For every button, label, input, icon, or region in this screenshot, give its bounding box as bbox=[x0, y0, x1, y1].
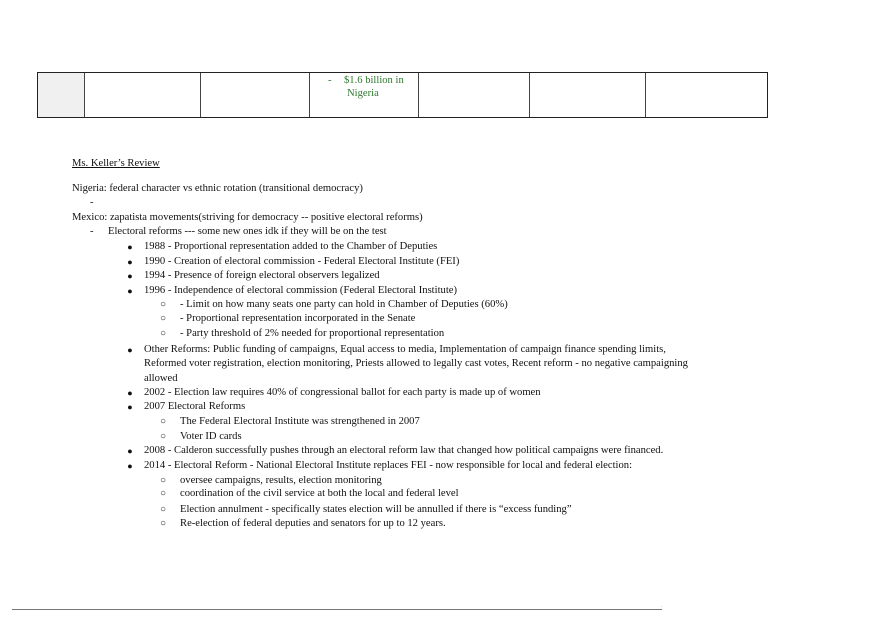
item-1994: 1994 - Presence of foreign electoral observers legalized bbox=[144, 270, 380, 281]
item-1988: 1988 - Proportional representation added to the Chamber of Deputies bbox=[144, 241, 438, 252]
bullet-icon: ● bbox=[127, 242, 133, 252]
table-cell bbox=[419, 73, 530, 117]
item-2007-sub-1: The Federal Electoral Institute was strengthened in 2007 bbox=[180, 416, 420, 427]
mexico-note: Mexico: zapatista movements(striving for democracy -- positive electoral reforms) bbox=[72, 212, 423, 223]
other-reforms-line-1: Other Reforms: Public funding of campaigns, Equal access to media, Implementation of campaign finance spending limits, bbox=[144, 344, 666, 355]
sub-bullet-icon: ○ bbox=[160, 431, 167, 442]
table-cell-shaded bbox=[38, 73, 85, 117]
electoral-dash: - bbox=[90, 226, 94, 237]
table-cell-nigeria-funding bbox=[310, 73, 419, 117]
review-title: Ms. Keller’s Review bbox=[72, 158, 160, 169]
funding-line-1: $1.6 billion in bbox=[344, 75, 404, 86]
item-2014: 2014 - Electoral Reform - National Electoral Institute replaces FEI - now responsible for local and federal election: bbox=[144, 460, 633, 471]
item-2014-sub-4: Re-election of federal deputies and senators for up to 12 years. bbox=[180, 518, 446, 529]
bullet-icon: ● bbox=[127, 402, 133, 412]
footer-divider bbox=[12, 609, 662, 610]
item-1996-sub-1: - Limit on how many seats one party can hold in Chamber of Deputies (60%) bbox=[180, 299, 508, 310]
bullet-icon: ● bbox=[127, 257, 133, 267]
item-2007-sub-2: Voter ID cards bbox=[180, 431, 242, 442]
item-1996: 1996 - Independence of electoral commission (Federal Electoral Institute) bbox=[144, 285, 457, 296]
table-cell bbox=[201, 73, 310, 117]
table-cell bbox=[85, 73, 201, 117]
other-reforms-line-2: Reformed voter registration, election monitoring, Priests allowed to legally cast votes, Recent reform - no negative campaigning bbox=[144, 358, 688, 369]
notes-table-row bbox=[37, 72, 768, 118]
sub-bullet-icon: ○ bbox=[160, 328, 167, 339]
funding-line-2: Nigeria bbox=[347, 87, 379, 99]
sub-bullet-icon: ○ bbox=[160, 416, 167, 427]
item-1990: 1990 - Creation of electoral commission - Federal Electoral Institute (FEI) bbox=[144, 256, 460, 267]
table-cell bbox=[530, 73, 646, 117]
item-2014-sub-1: oversee campaigns, results, election monitoring bbox=[180, 475, 382, 486]
table-cell bbox=[646, 73, 767, 117]
bullet-icon: ● bbox=[127, 446, 133, 456]
sub-bullet-icon: ○ bbox=[160, 488, 167, 499]
footer-mark: . bbox=[661, 603, 663, 609]
bullet-icon: ● bbox=[127, 388, 133, 398]
bullet-icon: ● bbox=[127, 461, 133, 471]
nigeria-funding-text: - $1.6 billion in Nigeria bbox=[328, 75, 404, 99]
item-1996-sub-3: - Party threshold of 2% needed for proportional representation bbox=[180, 328, 445, 339]
nigeria-dash: - bbox=[90, 197, 94, 208]
sub-bullet-icon: ○ bbox=[160, 518, 167, 529]
bullet-icon: ● bbox=[127, 286, 133, 296]
nigeria-note: Nigeria: federal character vs ethnic rotation (transitional democracy) bbox=[72, 183, 363, 194]
other-reforms-line-3: allowed bbox=[144, 373, 178, 384]
sub-bullet-icon: ○ bbox=[160, 299, 167, 310]
item-1996-sub-2: - Proportional representation incorporated in the Senate bbox=[180, 313, 416, 324]
item-2014-sub-2: coordination of the civil service at both the local and federal level bbox=[180, 488, 459, 499]
item-2007: 2007 Electoral Reforms bbox=[144, 401, 246, 412]
sub-bullet-icon: ○ bbox=[160, 313, 167, 324]
item-2014-sub-3: Election annulment - specifically states election will be annulled if there is “excess funding” bbox=[180, 504, 572, 515]
sub-bullet-icon: ○ bbox=[160, 475, 167, 486]
sub-bullet-icon: ○ bbox=[160, 504, 167, 515]
item-2002: 2002 - Election law requires 40% of congressional ballot for each party is made up of women bbox=[144, 387, 541, 398]
bullet-icon: ● bbox=[127, 345, 133, 355]
item-2008: 2008 - Calderon successfully pushes through an electoral reform law that changed how political campaigns were financed. bbox=[144, 445, 664, 456]
electoral-reforms-heading: Electoral reforms --- some new ones idk if they will be on the test bbox=[108, 226, 387, 237]
bullet-icon: ● bbox=[127, 271, 133, 281]
